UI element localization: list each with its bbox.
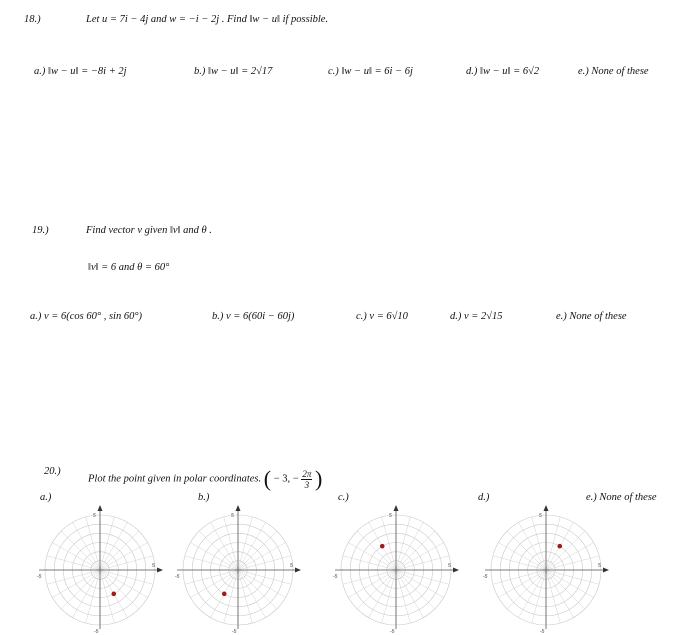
polar-ray xyxy=(498,570,546,598)
option-text: v = 6√10 xyxy=(369,311,408,322)
option-letter: d.) xyxy=(478,492,490,503)
polar-ray xyxy=(396,570,435,609)
polar-graph-c[interactable] xyxy=(333,502,466,635)
polar-ray xyxy=(357,570,396,609)
polar-ray xyxy=(498,543,546,571)
option-letter: d.) xyxy=(450,311,462,322)
x-axis-arrow xyxy=(157,568,163,573)
x-axis-arrow xyxy=(453,568,459,573)
tick-label-pos-y: 5 xyxy=(93,513,96,519)
polar-ray xyxy=(238,543,286,571)
polar-ray xyxy=(100,522,128,570)
option-text: None of these xyxy=(599,492,657,503)
tick-label-pos-x: 5 xyxy=(598,563,601,569)
q20-number: 20.) xyxy=(44,466,61,477)
y-axis-arrow xyxy=(394,505,399,511)
tick-label-neg-x: -5 xyxy=(483,574,488,580)
polar-ray xyxy=(199,531,238,570)
q19-option-a[interactable] xyxy=(30,311,142,322)
tick-label-pos-x: 5 xyxy=(152,563,155,569)
polar-ray xyxy=(396,543,444,571)
option-text: None of these xyxy=(569,311,627,322)
polar-ray xyxy=(519,570,547,618)
option-text: ‖w − u‖ = 2√17 xyxy=(208,66,273,77)
polar-ray xyxy=(507,531,546,570)
q19-prompt: Find vector v given ‖v‖ and θ . xyxy=(86,225,212,236)
polar-ray xyxy=(396,531,435,570)
q18-option-a[interactable] xyxy=(34,66,127,77)
y-axis-arrow xyxy=(98,505,103,511)
x-axis-arrow xyxy=(295,568,301,573)
polar-ray xyxy=(100,570,148,598)
option-text: ‖w − u‖ = −8i + 2j xyxy=(48,66,127,77)
option-letter: e.) xyxy=(578,66,589,77)
polar-ray xyxy=(52,570,100,598)
polar-ray xyxy=(546,531,585,570)
tick-label-neg-x: -5 xyxy=(333,574,338,580)
tick-label-neg-y: -5 xyxy=(232,629,237,635)
polar-ray xyxy=(73,522,101,570)
option-letter: d.) xyxy=(466,66,478,77)
polar-ray xyxy=(100,531,139,570)
tick-label-neg-y: -5 xyxy=(390,629,395,635)
open-paren: ( xyxy=(263,466,272,491)
q18-option-d[interactable] xyxy=(466,66,539,77)
tick-label-pos-x: 5 xyxy=(448,563,451,569)
polar-ray xyxy=(546,570,594,598)
polar-ray xyxy=(238,531,277,570)
polar-ray xyxy=(546,570,574,618)
q18-prompt: Let u = 7i − 4j and w = −i − 2j . Find ‖w − u‖ if possible. xyxy=(86,14,329,25)
polar-ray xyxy=(396,570,444,598)
q18-option-e[interactable] xyxy=(578,66,649,77)
option-letter: b.) xyxy=(212,311,224,322)
option-letter: a.) xyxy=(30,311,42,322)
q18-number: 18.) xyxy=(24,14,41,25)
tick-label-pos-y: 5 xyxy=(231,513,234,519)
option-letter: b.) xyxy=(194,66,206,77)
option-text: ‖w − u‖ = 6√2 xyxy=(480,66,540,77)
y-axis-arrow xyxy=(236,505,241,511)
polar-graph-b[interactable] xyxy=(175,502,308,635)
polar-ray xyxy=(238,570,277,609)
polar-ray xyxy=(190,570,238,598)
tick-label-neg-y: -5 xyxy=(540,629,545,635)
q20-prompt-text: Plot the point given in polar coordinates. xyxy=(88,473,262,485)
q20-prompt: Plot the point given in polar coordinates. ( − 3, − $\frac{2\pi}{3}$ ) xyxy=(88,466,323,491)
q19-number: 19.) xyxy=(32,225,49,236)
polar-ray xyxy=(61,531,100,570)
q19-option-b[interactable] xyxy=(212,311,294,322)
polar-ray xyxy=(396,522,424,570)
polar-ray xyxy=(396,570,424,618)
plotted-point xyxy=(111,592,116,597)
polar-ray xyxy=(73,570,101,618)
option-letter: e.) xyxy=(586,492,597,503)
option-letter: b.) xyxy=(198,492,210,503)
tick-label-pos-y: 5 xyxy=(539,513,542,519)
polar-ray xyxy=(357,531,396,570)
option-text: v = 6(60i − 60j) xyxy=(226,311,295,322)
x-axis-arrow xyxy=(603,568,609,573)
y-axis-arrow xyxy=(544,505,549,511)
close-paren: ) xyxy=(314,466,323,491)
polar-ray xyxy=(238,570,266,618)
option-text: ‖w − u‖ = 6i − 6j xyxy=(341,66,413,77)
q18-option-b[interactable] xyxy=(194,66,272,77)
option-letter: c.) xyxy=(328,66,339,77)
polar-graph-a[interactable] xyxy=(37,502,170,635)
theta-denominator: 3 xyxy=(304,479,310,490)
polar-ray xyxy=(238,522,266,570)
polar-ray xyxy=(546,543,594,571)
q19-option-d[interactable] xyxy=(450,311,503,322)
option-letter: e.) xyxy=(556,311,567,322)
option-text: None of these xyxy=(591,66,649,77)
polar-ray xyxy=(199,570,238,609)
tick-label-neg-x: -5 xyxy=(37,574,42,580)
tick-label-pos-y: 5 xyxy=(389,513,392,519)
polar-ray xyxy=(100,570,139,609)
q19-given: ‖v‖ = 6 and θ = 60° xyxy=(88,262,170,273)
polar-ray xyxy=(238,570,286,598)
polar-ray xyxy=(190,543,238,571)
polar-ray xyxy=(100,543,148,571)
option-text: v = 2√15 xyxy=(464,311,503,322)
polar-ray xyxy=(348,570,396,598)
tick-label-pos-x: 5 xyxy=(290,563,293,569)
minus-sign: − xyxy=(292,473,299,485)
q19-option-c[interactable] xyxy=(356,311,408,322)
option-text: v = 6(cos 60° , sin 60°) xyxy=(44,311,143,322)
polar-ray xyxy=(519,522,547,570)
polar-graph-d[interactable] xyxy=(483,502,616,635)
theta-numerator: 2π xyxy=(302,468,312,479)
polar-ray xyxy=(348,543,396,571)
polar-ray xyxy=(52,543,100,571)
polar-ray xyxy=(61,570,100,609)
polar-ray xyxy=(507,570,546,609)
option-letter: a.) xyxy=(40,492,52,503)
q18-option-c[interactable] xyxy=(328,66,413,77)
q19-option-e[interactable] xyxy=(556,311,627,322)
option-letter: c.) xyxy=(356,311,367,322)
option-letter: a.) xyxy=(34,66,46,77)
tick-label-neg-y: -5 xyxy=(94,629,99,635)
polar-ray xyxy=(211,522,239,570)
plotted-point xyxy=(380,544,385,549)
polar-ray xyxy=(546,570,585,609)
tick-label-neg-x: -5 xyxy=(175,574,180,580)
option-letter: c.) xyxy=(338,492,349,503)
polar-r: − 3 xyxy=(273,473,288,485)
polar-theta xyxy=(301,469,312,490)
plotted-point xyxy=(222,592,227,597)
polar-ray xyxy=(369,570,397,618)
plotted-point xyxy=(557,544,562,549)
